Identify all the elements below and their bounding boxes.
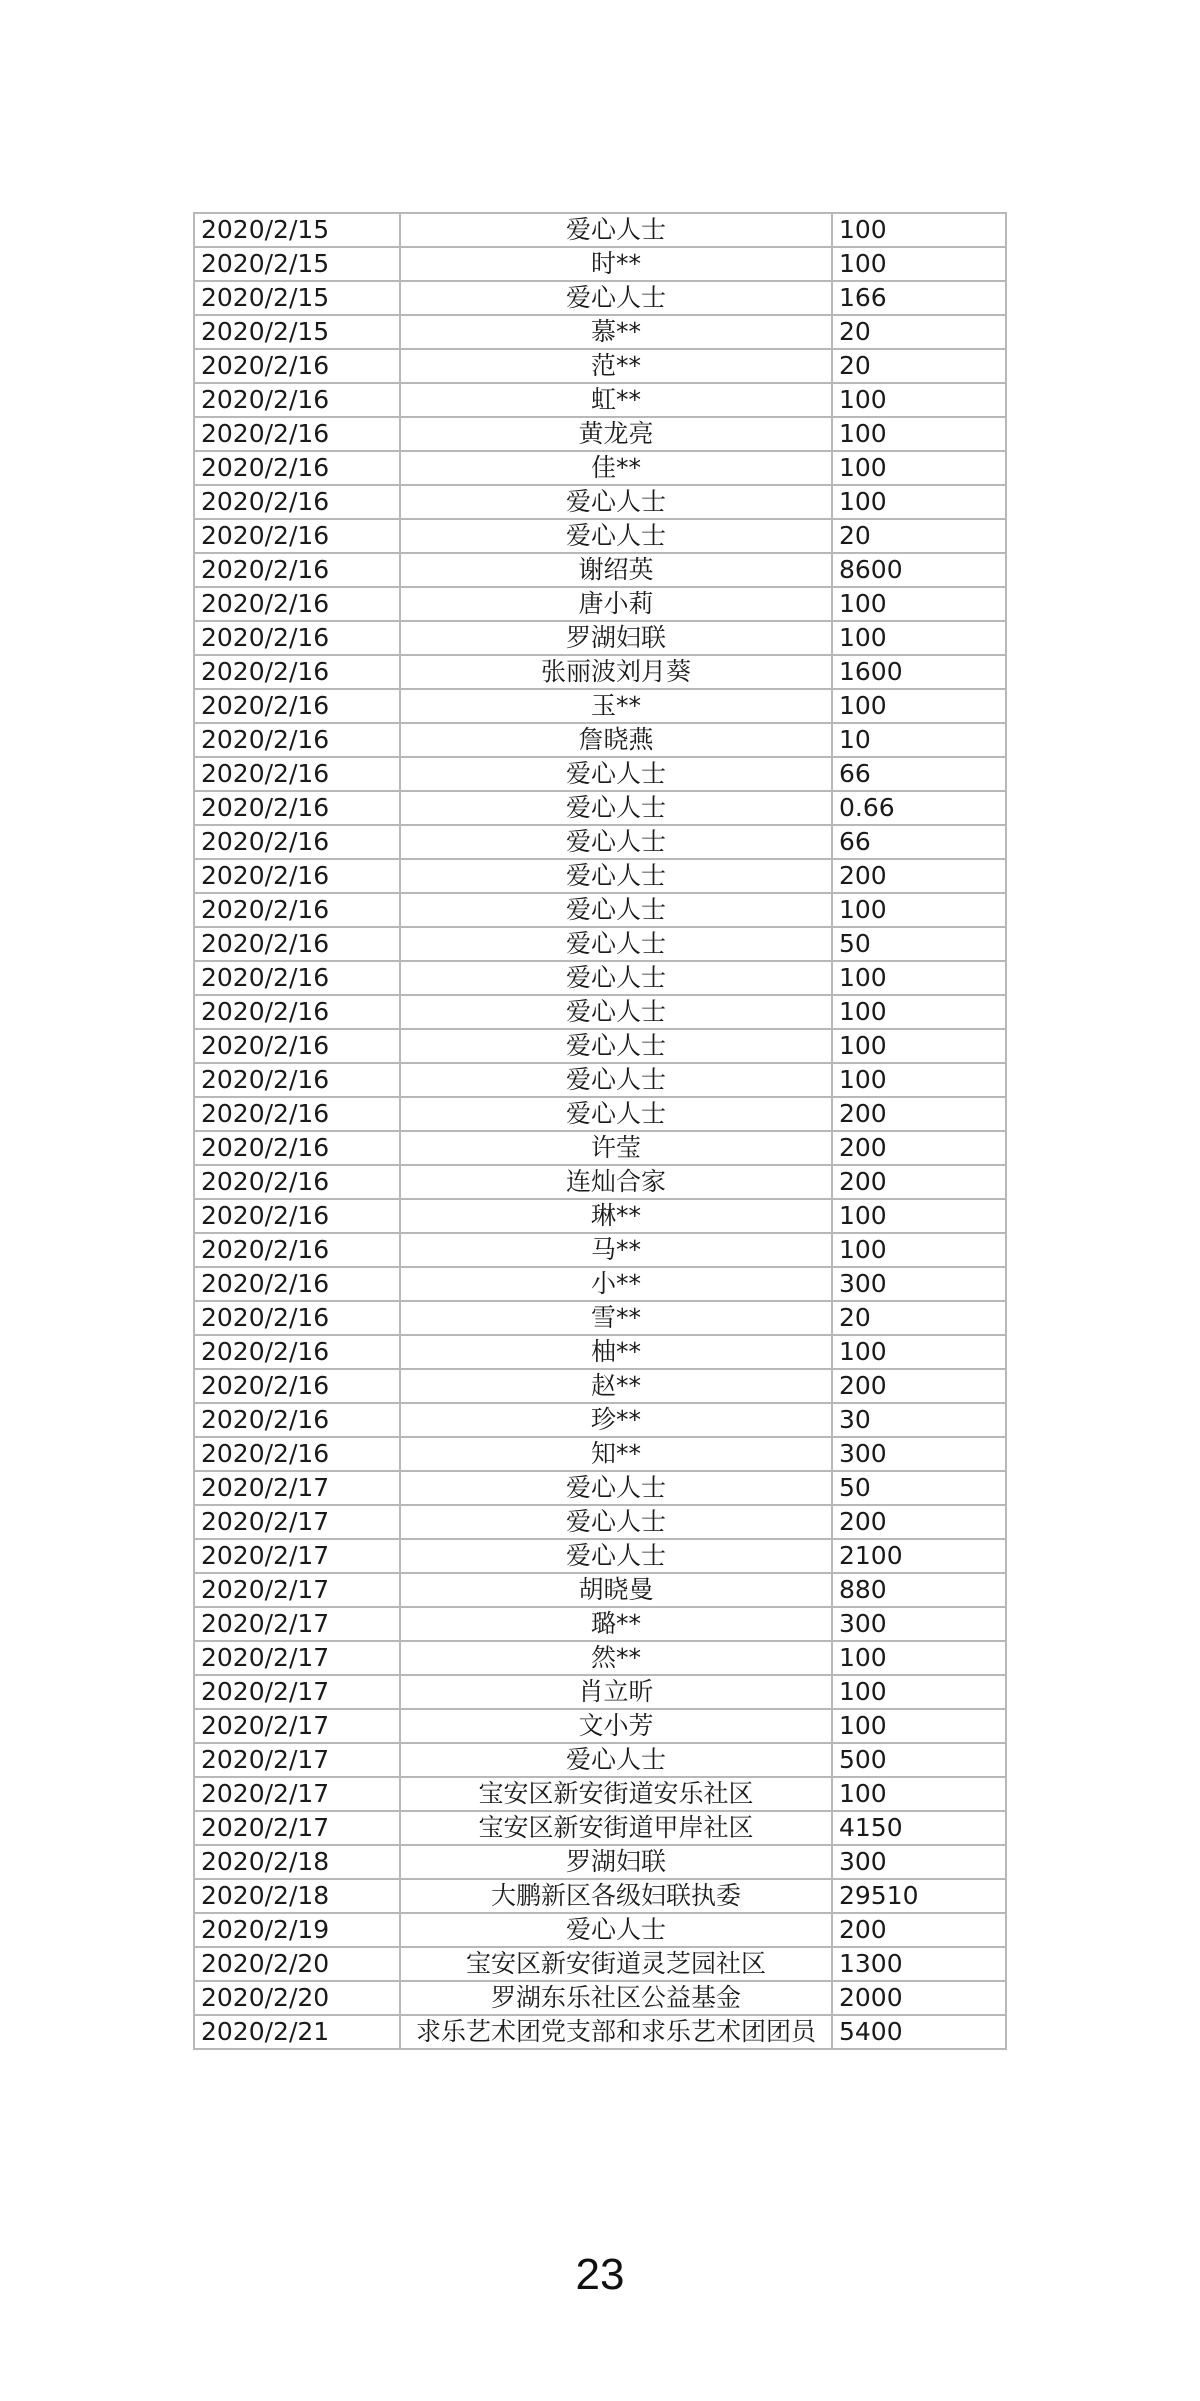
date-cell: 2020/2/17 (194, 1777, 400, 1811)
table-row (194, 859, 1006, 893)
donor-name-cell: 爱心人士 (400, 1097, 832, 1131)
table-row (194, 1879, 1006, 1913)
date-cell: 2020/2/16 (194, 995, 400, 1029)
table-row (194, 1471, 1006, 1505)
table-row (194, 825, 1006, 859)
date-cell: 2020/2/17 (194, 1675, 400, 1709)
table-row (194, 1301, 1006, 1335)
donor-name-cell: 求乐艺术团党支部和求乐艺术团团员 (400, 2015, 832, 2049)
amount-cell: 50 (832, 1471, 1006, 1505)
donor-name-cell: 文小芳 (400, 1709, 832, 1743)
donor-name-cell: 罗湖妇联 (400, 1845, 832, 1879)
date-cell: 2020/2/16 (194, 757, 400, 791)
amount-cell: 5400 (832, 2015, 1006, 2049)
date-cell: 2020/2/17 (194, 1641, 400, 1675)
date-cell: 2020/2/16 (194, 621, 400, 655)
date-cell: 2020/2/16 (194, 1097, 400, 1131)
table-row (194, 1845, 1006, 1879)
table-row (194, 791, 1006, 825)
date-cell: 2020/2/16 (194, 689, 400, 723)
date-cell: 2020/2/16 (194, 791, 400, 825)
table-row (194, 587, 1006, 621)
amount-cell: 100 (832, 1029, 1006, 1063)
donor-name-cell: 琳** (400, 1199, 832, 1233)
amount-cell: 66 (832, 825, 1006, 859)
donor-name-cell: 雪** (400, 1301, 832, 1335)
table-row (194, 1165, 1006, 1199)
date-cell: 2020/2/16 (194, 1437, 400, 1471)
table-row (194, 621, 1006, 655)
table-row (194, 1811, 1006, 1845)
donor-name-cell: 胡晓曼 (400, 1573, 832, 1607)
amount-cell: 100 (832, 995, 1006, 1029)
date-cell: 2020/2/17 (194, 1709, 400, 1743)
amount-cell: 100 (832, 689, 1006, 723)
amount-cell: 100 (832, 1777, 1006, 1811)
table-row (194, 1607, 1006, 1641)
amount-cell: 200 (832, 859, 1006, 893)
amount-cell: 29510 (832, 1879, 1006, 1913)
table-row (194, 961, 1006, 995)
table-row (194, 1267, 1006, 1301)
table-row (194, 655, 1006, 689)
amount-cell: 100 (832, 1675, 1006, 1709)
date-cell: 2020/2/17 (194, 1743, 400, 1777)
table-row (194, 1097, 1006, 1131)
amount-cell: 30 (832, 1403, 1006, 1437)
amount-cell: 200 (832, 1131, 1006, 1165)
date-cell: 2020/2/15 (194, 247, 400, 281)
amount-cell: 100 (832, 621, 1006, 655)
amount-cell: 66 (832, 757, 1006, 791)
date-cell: 2020/2/16 (194, 1165, 400, 1199)
amount-cell: 200 (832, 1097, 1006, 1131)
table-row (194, 281, 1006, 315)
date-cell: 2020/2/16 (194, 519, 400, 553)
donor-name-cell: 爱心人士 (400, 1505, 832, 1539)
donor-name-cell: 爱心人士 (400, 927, 832, 961)
table-row (194, 1743, 1006, 1777)
amount-cell: 4150 (832, 1811, 1006, 1845)
date-cell: 2020/2/16 (194, 417, 400, 451)
date-cell: 2020/2/20 (194, 1981, 400, 2015)
table-body (194, 213, 1006, 2049)
amount-cell: 0.66 (832, 791, 1006, 825)
date-cell: 2020/2/16 (194, 485, 400, 519)
table-row (194, 1199, 1006, 1233)
table-row (194, 1913, 1006, 1947)
date-cell: 2020/2/16 (194, 1369, 400, 1403)
table-row (194, 2015, 1006, 2049)
donor-name-cell: 时** (400, 247, 832, 281)
date-cell: 2020/2/15 (194, 213, 400, 247)
date-cell: 2020/2/16 (194, 1199, 400, 1233)
page-number: 23 (575, 2250, 625, 2299)
donor-name-cell: 璐** (400, 1607, 832, 1641)
amount-cell: 100 (832, 893, 1006, 927)
table-row (194, 315, 1006, 349)
donor-name-cell: 爱心人士 (400, 995, 832, 1029)
date-cell: 2020/2/16 (194, 1301, 400, 1335)
amount-cell: 10 (832, 723, 1006, 757)
table-row (194, 1675, 1006, 1709)
date-cell: 2020/2/20 (194, 1947, 400, 1981)
donor-name-cell: 宝安区新安街道甲岸社区 (400, 1811, 832, 1845)
amount-cell: 1300 (832, 1947, 1006, 1981)
donor-name-cell: 爱心人士 (400, 213, 832, 247)
donor-name-cell: 爱心人士 (400, 859, 832, 893)
donor-name-cell: 爱心人士 (400, 1471, 832, 1505)
amount-cell: 100 (832, 1199, 1006, 1233)
donor-name-cell: 许莹 (400, 1131, 832, 1165)
date-cell: 2020/2/16 (194, 1233, 400, 1267)
donor-name-cell: 爱心人士 (400, 281, 832, 315)
table-row (194, 1981, 1006, 2015)
table-row (194, 1505, 1006, 1539)
date-cell: 2020/2/16 (194, 1403, 400, 1437)
donor-name-cell: 罗湖妇联 (400, 621, 832, 655)
donation-table (193, 212, 1007, 2050)
donor-name-cell: 知** (400, 1437, 832, 1471)
date-cell: 2020/2/16 (194, 587, 400, 621)
table-row (194, 723, 1006, 757)
donor-name-cell: 爱心人士 (400, 1913, 832, 1947)
amount-cell: 100 (832, 417, 1006, 451)
donor-name-cell: 马** (400, 1233, 832, 1267)
amount-cell: 300 (832, 1845, 1006, 1879)
table-row (194, 1403, 1006, 1437)
amount-cell: 166 (832, 281, 1006, 315)
date-cell: 2020/2/15 (194, 315, 400, 349)
donor-name-cell: 连灿合家 (400, 1165, 832, 1199)
amount-cell: 100 (832, 1335, 1006, 1369)
amount-cell: 1600 (832, 655, 1006, 689)
table-row (194, 349, 1006, 383)
table-row (194, 1709, 1006, 1743)
table-row (194, 1131, 1006, 1165)
amount-cell: 500 (832, 1743, 1006, 1777)
donor-name-cell: 宝安区新安街道灵芝园社区 (400, 1947, 832, 1981)
date-cell: 2020/2/16 (194, 893, 400, 927)
amount-cell: 20 (832, 1301, 1006, 1335)
amount-cell: 100 (832, 247, 1006, 281)
table-row (194, 1573, 1006, 1607)
donor-name-cell: 谢绍英 (400, 553, 832, 587)
amount-cell: 20 (832, 315, 1006, 349)
table-row (194, 1777, 1006, 1811)
donor-name-cell: 柚** (400, 1335, 832, 1369)
donor-name-cell: 大鹏新区各级妇联执委 (400, 1879, 832, 1913)
amount-cell: 880 (832, 1573, 1006, 1607)
donor-name-cell: 爱心人士 (400, 757, 832, 791)
date-cell: 2020/2/17 (194, 1539, 400, 1573)
table-row (194, 689, 1006, 723)
amount-cell: 200 (832, 1505, 1006, 1539)
table-row (194, 1539, 1006, 1573)
amount-cell: 100 (832, 961, 1006, 995)
table-row (194, 417, 1006, 451)
amount-cell: 8600 (832, 553, 1006, 587)
table-row (194, 1437, 1006, 1471)
table-row (194, 1233, 1006, 1267)
donor-name-cell: 爱心人士 (400, 1539, 832, 1573)
donor-name-cell: 小** (400, 1267, 832, 1301)
donor-name-cell: 爱心人士 (400, 1063, 832, 1097)
donor-name-cell: 珍** (400, 1403, 832, 1437)
date-cell: 2020/2/16 (194, 1029, 400, 1063)
table-row (194, 1335, 1006, 1369)
donor-name-cell: 爱心人士 (400, 1029, 832, 1063)
date-cell: 2020/2/15 (194, 281, 400, 315)
donor-name-cell: 虹** (400, 383, 832, 417)
date-cell: 2020/2/16 (194, 1267, 400, 1301)
donor-name-cell: 肖立昕 (400, 1675, 832, 1709)
donor-name-cell: 爱心人士 (400, 1743, 832, 1777)
table-row (194, 927, 1006, 961)
donor-name-cell: 爱心人士 (400, 961, 832, 995)
date-cell: 2020/2/16 (194, 825, 400, 859)
donor-name-cell: 赵** (400, 1369, 832, 1403)
amount-cell: 20 (832, 349, 1006, 383)
amount-cell: 2100 (832, 1539, 1006, 1573)
donor-name-cell: 黄龙亮 (400, 417, 832, 451)
table-row (194, 1947, 1006, 1981)
date-cell: 2020/2/21 (194, 2015, 400, 2049)
amount-cell: 100 (832, 451, 1006, 485)
donor-name-cell: 宝安区新安街道安乐社区 (400, 1777, 832, 1811)
date-cell: 2020/2/16 (194, 859, 400, 893)
date-cell: 2020/2/16 (194, 553, 400, 587)
amount-cell: 100 (832, 1063, 1006, 1097)
table-row (194, 757, 1006, 791)
date-cell: 2020/2/16 (194, 961, 400, 995)
date-cell: 2020/2/18 (194, 1879, 400, 1913)
donor-name-cell: 范** (400, 349, 832, 383)
amount-cell: 100 (832, 485, 1006, 519)
donor-name-cell: 张丽波刘月葵 (400, 655, 832, 689)
table-row (194, 1369, 1006, 1403)
donor-name-cell: 詹晓燕 (400, 723, 832, 757)
amount-cell: 100 (832, 213, 1006, 247)
date-cell: 2020/2/16 (194, 1063, 400, 1097)
table-row (194, 1029, 1006, 1063)
donor-name-cell: 慕** (400, 315, 832, 349)
amount-cell: 50 (832, 927, 1006, 961)
table-row (194, 1063, 1006, 1097)
donor-name-cell: 爱心人士 (400, 893, 832, 927)
table-row (194, 995, 1006, 1029)
amount-cell: 300 (832, 1437, 1006, 1471)
amount-cell: 20 (832, 519, 1006, 553)
donor-name-cell: 唐小莉 (400, 587, 832, 621)
amount-cell: 100 (832, 587, 1006, 621)
date-cell: 2020/2/16 (194, 927, 400, 961)
date-cell: 2020/2/16 (194, 349, 400, 383)
amount-cell: 200 (832, 1913, 1006, 1947)
donor-name-cell: 爱心人士 (400, 519, 832, 553)
date-cell: 2020/2/16 (194, 723, 400, 757)
table-row (194, 213, 1006, 247)
amount-cell: 300 (832, 1607, 1006, 1641)
table-row (194, 451, 1006, 485)
donor-name-cell: 佳** (400, 451, 832, 485)
table-row (194, 1641, 1006, 1675)
table-row (194, 247, 1006, 281)
date-cell: 2020/2/18 (194, 1845, 400, 1879)
amount-cell: 2000 (832, 1981, 1006, 2015)
table-row (194, 485, 1006, 519)
table-row (194, 553, 1006, 587)
date-cell: 2020/2/16 (194, 1335, 400, 1369)
date-cell: 2020/2/16 (194, 655, 400, 689)
date-cell: 2020/2/17 (194, 1811, 400, 1845)
table-row (194, 519, 1006, 553)
table-row (194, 893, 1006, 927)
donor-name-cell: 然** (400, 1641, 832, 1675)
date-cell: 2020/2/16 (194, 383, 400, 417)
amount-cell: 100 (832, 383, 1006, 417)
date-cell: 2020/2/16 (194, 451, 400, 485)
amount-cell: 200 (832, 1369, 1006, 1403)
amount-cell: 100 (832, 1641, 1006, 1675)
amount-cell: 200 (832, 1165, 1006, 1199)
table-row (194, 383, 1006, 417)
amount-cell: 300 (832, 1267, 1006, 1301)
date-cell: 2020/2/17 (194, 1607, 400, 1641)
date-cell: 2020/2/16 (194, 1131, 400, 1165)
amount-cell: 100 (832, 1233, 1006, 1267)
donor-name-cell: 爱心人士 (400, 791, 832, 825)
date-cell: 2020/2/17 (194, 1471, 400, 1505)
donor-name-cell: 爱心人士 (400, 485, 832, 519)
date-cell: 2020/2/17 (194, 1573, 400, 1607)
date-cell: 2020/2/19 (194, 1913, 400, 1947)
donor-name-cell: 玉** (400, 689, 832, 723)
date-cell: 2020/2/17 (194, 1505, 400, 1539)
amount-cell: 100 (832, 1709, 1006, 1743)
donor-name-cell: 爱心人士 (400, 825, 832, 859)
donor-name-cell: 罗湖东乐社区公益基金 (400, 1981, 832, 2015)
